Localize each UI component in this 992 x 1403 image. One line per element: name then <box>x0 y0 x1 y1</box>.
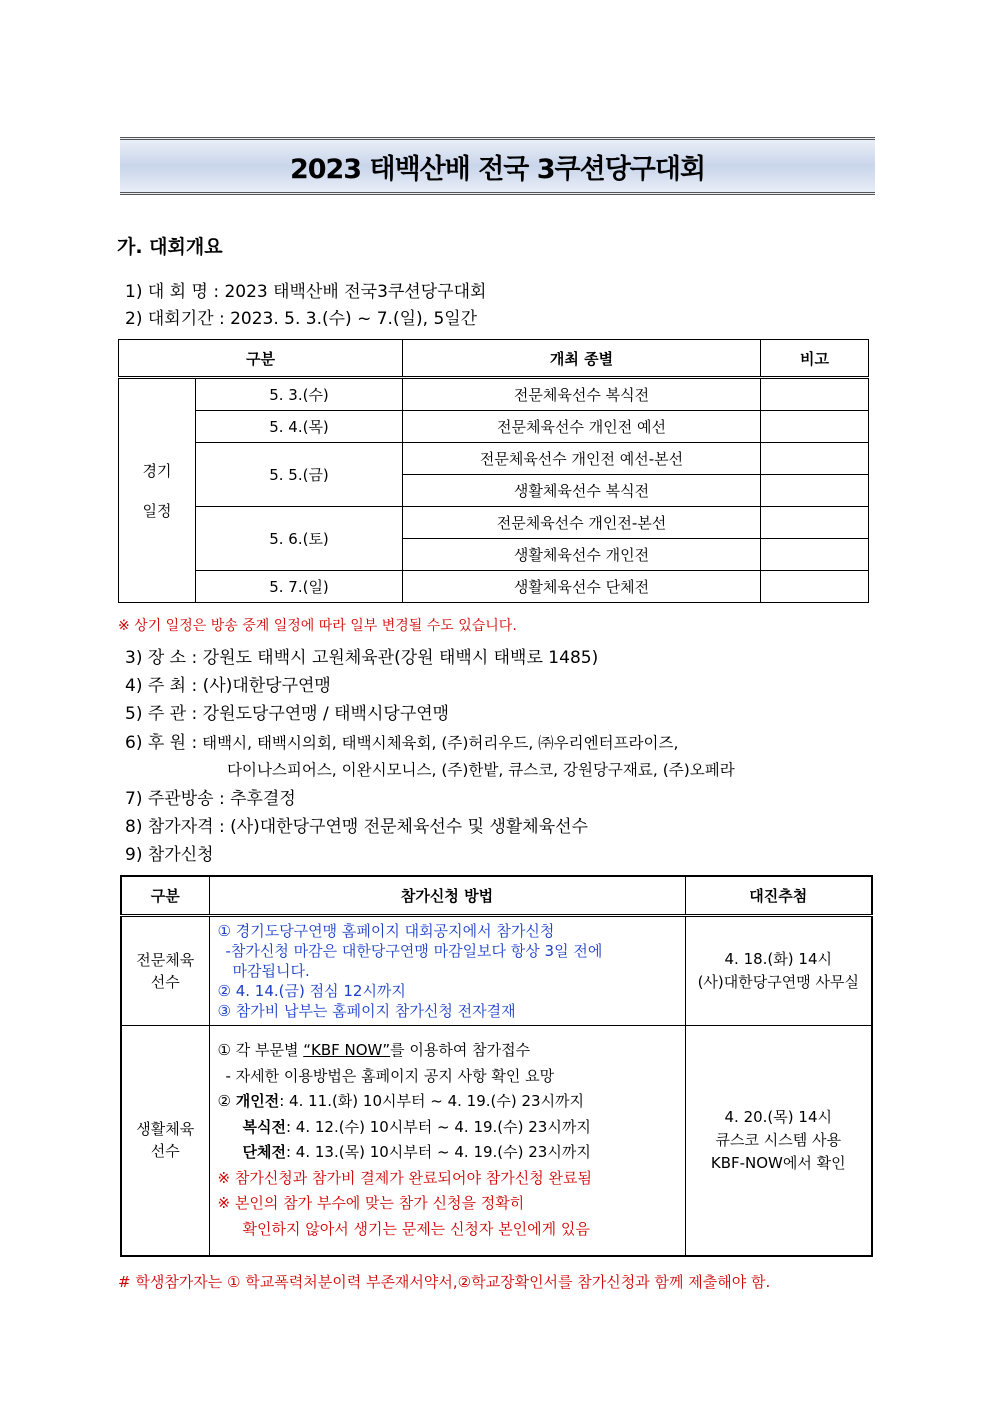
schedule-note <box>761 507 869 539</box>
schedule-event: 생활체육선수 개인전 <box>403 539 761 571</box>
reg-amateur-method: ① 각 부문별 “KBF NOW”를 이용하여 참가접수 - 자세한 이용방법은 홈페이지 공지 사항 확인 요망 ② 개인전: 4. 11.(화) 10시부터 ~ 4. 19.(수) 23시까지 복식전: 4. 12.(수) 10시부터 ~ 4. 19.(수) 23시까지 단체전: 4. 13.(목) 10시부터 ~ 4. 19.(수) 23시까지 ※ 참가신청과 참가비 결제가 완료되어야 참가신청 완료됨 ※ 본인의 참가 부수에 맞는 참가 신청을 정확히 확인하지 않아서 생기는 문제는 신청자 본인에게 있음 <box>209 1026 685 1256</box>
schedule-event: 전문체육선수 복식전 <box>403 378 761 411</box>
item-registration: 9) 참가신청 <box>125 845 214 865</box>
item-organizer: 5) 주 관 : 강원도당구연맹 / 태백시당구연맹 <box>125 704 450 724</box>
item-sponsor: 6) 후 원 : 태백시, 태백시의회, 태백시체육회, (주)허리우드, ㈜우리엔터프라이즈, <box>125 733 679 753</box>
item-value: 2023. 5. 3.(수) ~ 7.(일), 5일간 <box>230 309 478 329</box>
schedule-date: 5. 7.(일) <box>196 571 403 603</box>
schedule-event: 전문체육선수 개인전 예선 <box>403 411 761 443</box>
title-banner <box>120 137 875 195</box>
item-venue: 3) 장 소 : 강원도 태백시 고원체육관(강원 태백시 태백로 1485) <box>125 648 599 668</box>
item-event-period <box>125 304 477 329</box>
schedule-note <box>761 411 869 443</box>
kbf-now-text: “KBF NOW” <box>303 1041 391 1060</box>
schedule-note <box>761 571 869 603</box>
reg-amateur-label: 생활체육 선수 <box>121 1026 209 1256</box>
reg-pro-label: 전문체육 선수 <box>121 916 209 1026</box>
reg-header-category: 구분 <box>121 876 209 916</box>
schedule-date: 5. 3.(수) <box>196 378 403 411</box>
reg-amateur-draw: 4. 20.(목) 14시 큐스코 시스템 사용 KBF-NOW에서 확인 <box>685 1026 872 1256</box>
schedule-note <box>761 443 869 475</box>
schedule-event: 생활체육선수 단체전 <box>403 571 761 603</box>
schedule-note <box>761 475 869 507</box>
schedule-header-event: 개최 종별 <box>403 340 761 378</box>
item-eligibility: 8) 참가자격 : (사)대한당구연맹 전문체육선수 및 생활체육선수 <box>125 817 588 837</box>
schedule-event: 생활체육선수 복식전 <box>403 475 761 507</box>
schedule-event: 전문체육선수 개인전 예선-본선 <box>403 443 761 475</box>
reg-pro-method: ① 경기도당구연맹 홈페이지 대회공지에서 참가신청 -참가신청 마감은 대한당구연맹 마감일보다 항상 3일 전에 마감됩니다. ② 4. 14.(금) 점심 12시까지 ③ 참가비 납부는 홈페이지 참가신청 전자결재 <box>209 916 685 1026</box>
reg-header-method: 참가신청 방법 <box>209 876 685 916</box>
item-host: 4) 주 최 : (사)대한당구연맹 <box>125 676 331 696</box>
schedule-table <box>118 339 869 603</box>
schedule-date: 5. 5.(금) <box>196 443 403 507</box>
item-label: 1) 대 회 명 : <box>125 282 220 302</box>
schedule-date: 5. 4.(목) <box>196 411 403 443</box>
reg-pro-draw: 4. 18.(화) 14시 (사)대한당구연맹 사무실 <box>685 916 872 1026</box>
schedule-note <box>761 539 869 571</box>
schedule-date: 5. 6.(토) <box>196 507 403 571</box>
footer-note: # 학생참가자는 ① 학교폭력처분이력 부존재서약서,②학교장확인서를 참가신청과 함께 제출해야 함. <box>118 1273 771 1291</box>
schedule-event: 전문체육선수 개인전-본선 <box>403 507 761 539</box>
schedule-note-text: ※ 상기 일정은 방송 중계 일정에 따라 일부 변경될 수도 있습니다. <box>118 618 517 634</box>
section-heading: 가. 대회개요 <box>117 236 223 258</box>
registration-table <box>120 875 873 1257</box>
item-label: 2) 대회기간 : <box>125 309 225 329</box>
item-value: 2023 태백산배 전국3쿠션당구대회 <box>224 282 487 302</box>
schedule-note <box>761 378 869 411</box>
reg-header-draw: 대진추첨 <box>685 876 872 916</box>
document-title: 2023 태백산배 전국 3쿠션당구대회 <box>289 153 706 185</box>
schedule-group-label: 경기 일정 <box>119 378 196 603</box>
schedule-header-category: 구분 <box>119 340 403 378</box>
schedule-header-note: 비고 <box>761 340 869 378</box>
item-event-name <box>125 277 486 302</box>
item-broadcast: 7) 주관방송 : 추후결정 <box>125 789 296 809</box>
item-sponsor-cont: 다이나스피어스, 이완시모니스, (주)한밭, 큐스코, 강원당구재료, (주)오페라 <box>227 761 735 779</box>
